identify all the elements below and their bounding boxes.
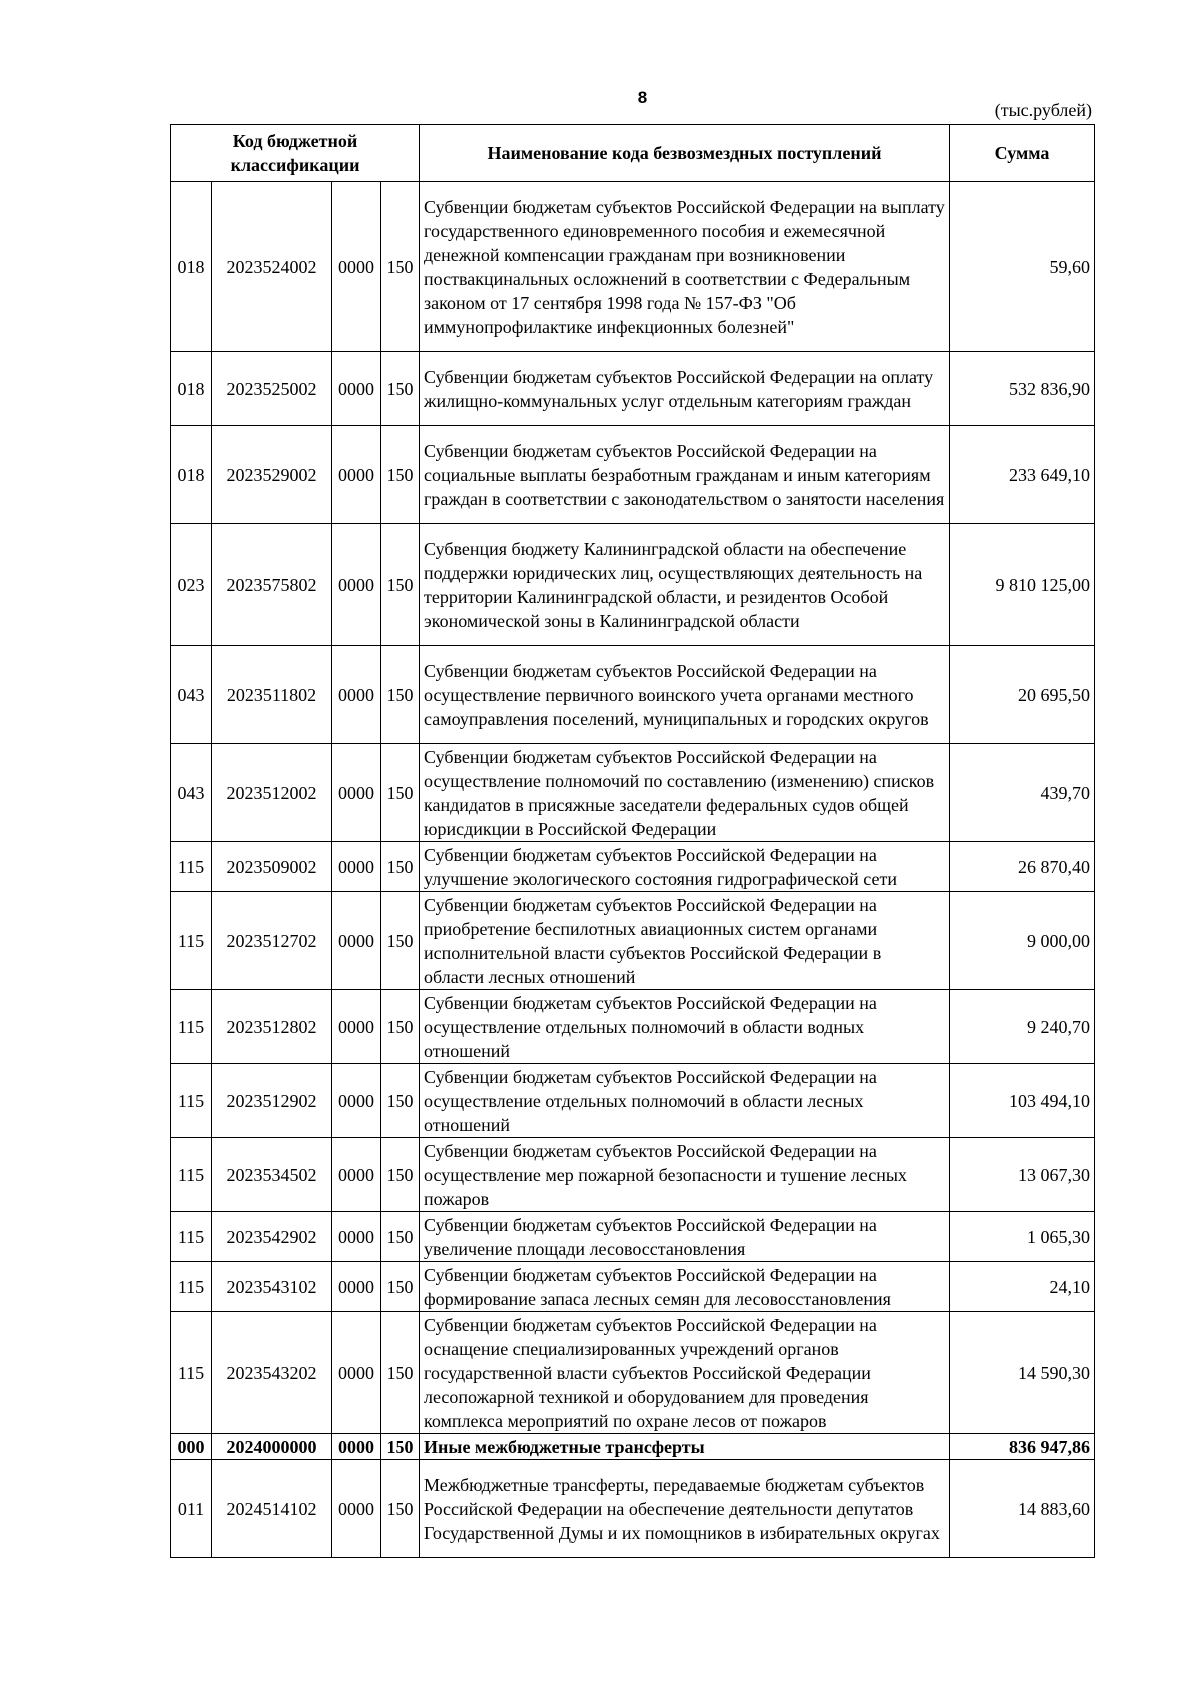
cell-budget-code: 2023525002 [212,352,332,426]
cell-sum: 9 810 125,00 [950,524,1095,646]
cell-program-code: 0000 [332,744,381,842]
cell-kind-code: 150 [381,892,420,990]
cell-name: Субвенции бюджетам субъектов Российской Федерации на оплату жилищно-коммунальных услуг отдельным категориям граждан [420,352,950,426]
cell-budget-code: 2023524002 [212,182,332,352]
cell-name: Субвенции бюджетам субъектов Российской Федерации на улучшение экологического состояния гидрографической сети [420,842,950,892]
cell-sum: 20 695,50 [950,646,1095,744]
cell-program-code: 0000 [332,1064,381,1138]
cell-program-code: 0000 [332,1212,381,1262]
table-row [171,1262,1095,1312]
table-row [171,744,1095,842]
cell-program-code: 0000 [332,646,381,744]
cell-budget-code: 2023512702 [212,892,332,990]
cell-admin-code: 023 [171,524,212,646]
page-number: 8 [637,88,648,107]
cell-admin-code: 011 [171,1460,212,1558]
cell-kind-code: 150 [381,646,420,744]
cell-budget-code: 2023512902 [212,1064,332,1138]
table-body [171,182,1095,1558]
cell-sum: 233 649,10 [950,426,1095,524]
cell-program-code: 0000 [332,524,381,646]
cell-program-code: 0000 [332,1262,381,1312]
table-row [171,182,1095,352]
cell-sum: 9 240,70 [950,990,1095,1064]
cell-kind-code: 150 [381,744,420,842]
cell-budget-code: 2023511802 [212,646,332,744]
cell-sum: 14 590,30 [950,1312,1095,1434]
budget-table [170,124,1095,1558]
cell-sum: 439,70 [950,744,1095,842]
cell-kind-code: 150 [381,182,420,352]
cell-name: Субвенции бюджетам субъектов Российской Федерации на выплату государственного единовременного пособия и ежемесячной денежной компенсации гражданам при возникновении поствакцинальных осложнений в соответствии с Федеральным законом от 17 сентября 1998 года № 157-ФЗ "Об иммунопрофилактике инфекционных болезней" [420,182,950,352]
cell-name: Субвенции бюджетам субъектов Российской Федерации на увеличение площади лесовосстановления [420,1212,950,1262]
cell-budget-code: 2023575802 [212,524,332,646]
cell-budget-code: 2023512802 [212,990,332,1064]
cell-name: Межбюджетные трансферты, передаваемые бюджетам субъектов Российской Федерации на обеспечение деятельности депутатов Государственной Думы и их помощников в избирательных округах [420,1460,950,1558]
cell-budget-code: 2024514102 [212,1460,332,1558]
cell-budget-code: 2023529002 [212,426,332,524]
cell-sum: 836 947,86 [950,1434,1095,1460]
cell-admin-code: 043 [171,744,212,842]
cell-admin-code: 115 [171,842,212,892]
cell-program-code: 0000 [332,1434,381,1460]
table-row [171,1064,1095,1138]
cell-admin-code: 115 [171,1064,212,1138]
cell-admin-code: 115 [171,1312,212,1434]
cell-admin-code: 115 [171,990,212,1064]
table-row [171,646,1095,744]
cell-kind-code: 150 [381,1212,420,1262]
units-label: (тыс.рублей) [994,100,1092,120]
cell-kind-code: 150 [381,1434,420,1460]
cell-kind-code: 150 [381,1262,420,1312]
header-sum: Сумма [950,125,1095,182]
cell-admin-code: 043 [171,646,212,744]
cell-program-code: 0000 [332,990,381,1064]
cell-sum: 59,60 [950,182,1095,352]
cell-budget-code: 2023509002 [212,842,332,892]
cell-program-code: 0000 [332,352,381,426]
cell-admin-code: 018 [171,182,212,352]
cell-sum: 13 067,30 [950,1138,1095,1212]
cell-admin-code: 115 [171,1138,212,1212]
cell-name: Субвенции бюджетам субъектов Российской Федерации на осуществление первичного воинского учета органами местного самоуправления поселений, муниципальных и городских округов [420,646,950,744]
cell-admin-code: 115 [171,1262,212,1312]
table-row [171,426,1095,524]
cell-program-code: 0000 [332,1312,381,1434]
cell-admin-code: 115 [171,892,212,990]
cell-program-code: 0000 [332,842,381,892]
cell-name: Субвенции бюджетам субъектов Российской Федерации на оснащение специализированных учреждений органов государственной власти субъектов Российской Федерации лесопожарной техникой и оборудованием для проведения комплекса мероприятий по охране лесов от пожаров [420,1312,950,1434]
cell-name: Субвенции бюджетам субъектов Российской Федерации на социальные выплаты безработным гражданам и иным категориям граждан в соответствии с законодательством о занятости населения [420,426,950,524]
cell-name: Субвенции бюджетам субъектов Российской Федерации на осуществление отдельных полномочий в области лесных отношений [420,1064,950,1138]
cell-name: Иные межбюджетные трансферты [420,1434,950,1460]
table-row [171,1212,1095,1262]
cell-name: Субвенции бюджетам субъектов Российской Федерации на приобретение беспилотных авиационных систем органами исполнительной власти субъектов Российской Федерации в области лесных отношений [420,892,950,990]
cell-kind-code: 150 [381,352,420,426]
table-row [171,1460,1095,1558]
cell-sum: 26 870,40 [950,842,1095,892]
cell-budget-code: 2023534502 [212,1138,332,1212]
cell-sum: 24,10 [950,1262,1095,1312]
cell-admin-code: 018 [171,352,212,426]
cell-name: Субвенции бюджетам субъектов Российской Федерации на осуществление отдельных полномочий в области водных отношений [420,990,950,1064]
cell-budget-code: 2023543202 [212,1312,332,1434]
cell-kind-code: 150 [381,1064,420,1138]
table-row [171,352,1095,426]
cell-name: Субвенции бюджетам субъектов Российской Федерации на осуществление полномочий по составлению (изменению) списков кандидатов в присяжные заседатели федеральных судов общей юрисдикции в Российской Федерации [420,744,950,842]
cell-kind-code: 150 [381,524,420,646]
cell-admin-code: 115 [171,1212,212,1262]
table-header-row [171,125,1095,182]
cell-program-code: 0000 [332,182,381,352]
table-row [171,524,1095,646]
cell-sum: 103 494,10 [950,1064,1095,1138]
table-row [171,1312,1095,1434]
cell-program-code: 0000 [332,1138,381,1212]
cell-budget-code: 2023543102 [212,1262,332,1312]
cell-name: Субвенция бюджету Калининградской области на обеспечение поддержки юридических лиц, осуществляющих деятельность на территории Калининградской области, и резидентов Особой экономической зоны в Калининградской области [420,524,950,646]
cell-name: Субвенции бюджетам субъектов Российской Федерации на формирование запаса лесных семян для лесовосстановления [420,1262,950,1312]
cell-sum: 1 065,30 [950,1212,1095,1262]
cell-admin-code: 000 [171,1434,212,1460]
table-row [171,842,1095,892]
cell-budget-code: 2023542902 [212,1212,332,1262]
cell-kind-code: 150 [381,1138,420,1212]
table-row [171,990,1095,1064]
cell-name: Субвенции бюджетам субъектов Российской Федерации на осуществление мер пожарной безопасности и тушение лесных пожаров [420,1138,950,1212]
cell-program-code: 0000 [332,892,381,990]
cell-admin-code: 018 [171,426,212,524]
header-name: Наименование кода безвозмездных поступлений [420,125,950,182]
cell-program-code: 0000 [332,1460,381,1558]
cell-sum: 14 883,60 [950,1460,1095,1558]
cell-program-code: 0000 [332,426,381,524]
cell-kind-code: 150 [381,1460,420,1558]
cell-budget-code: 2024000000 [212,1434,332,1460]
table-row [171,1434,1095,1460]
cell-sum: 532 836,90 [950,352,1095,426]
cell-budget-code: 2023512002 [212,744,332,842]
table-row [171,1138,1095,1212]
cell-kind-code: 150 [381,990,420,1064]
cell-kind-code: 150 [381,1312,420,1434]
header-code: Код бюджетной классификации [171,125,420,182]
cell-sum: 9 000,00 [950,892,1095,990]
cell-kind-code: 150 [381,842,420,892]
table-row [171,892,1095,990]
cell-kind-code: 150 [381,426,420,524]
